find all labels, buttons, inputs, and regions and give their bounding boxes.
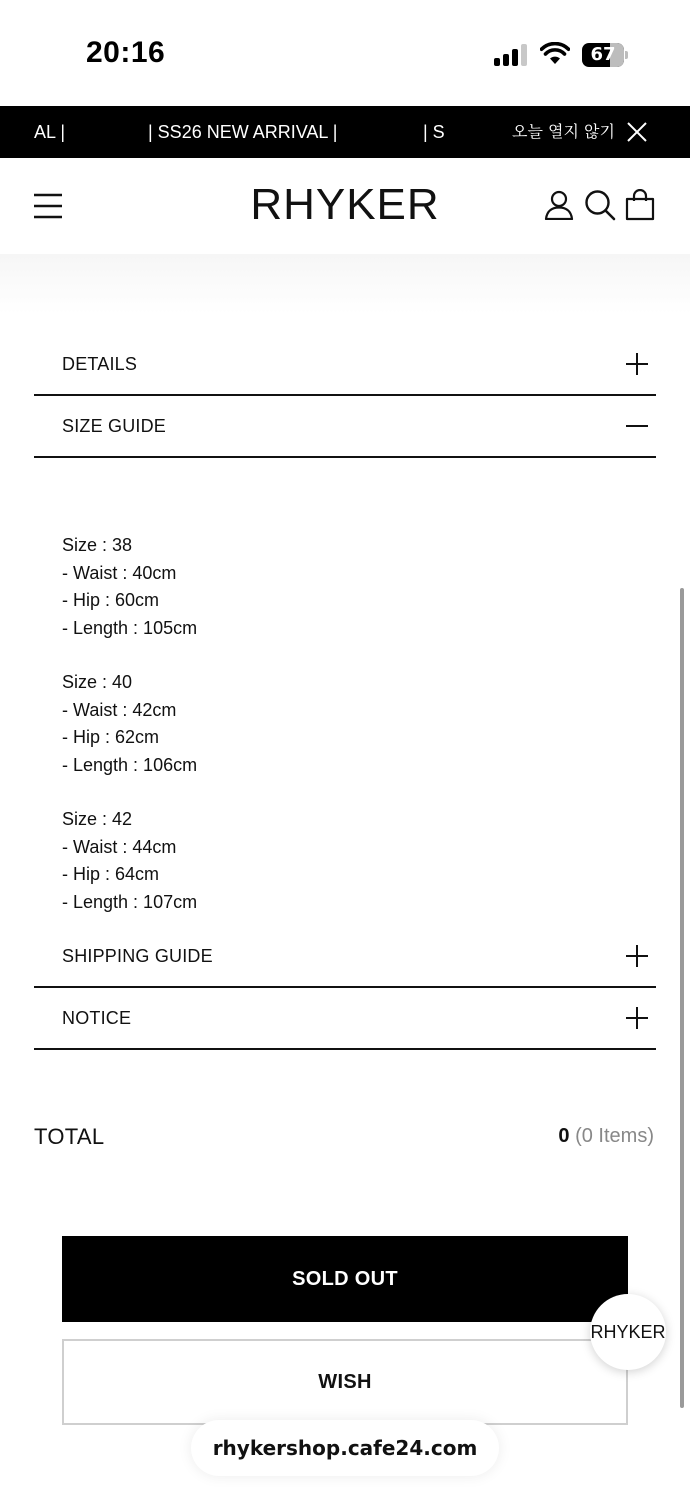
hip-measure: - Hip : 64cm [62, 864, 160, 884]
plus-icon[interactable] [626, 1007, 648, 1029]
accordion-size-guide[interactable] [34, 396, 656, 458]
close-icon[interactable] [626, 121, 648, 143]
plus-icon[interactable] [626, 945, 648, 967]
battery-level: 67 [590, 44, 616, 65]
search-icon[interactable] [584, 189, 616, 221]
waist-measure: - Waist : 42cm [62, 699, 177, 720]
length-measure: - Length : 106cm [62, 754, 198, 775]
hip-measure: - Hip : 60cm [62, 590, 160, 610]
accordion-notice-label: NOTICE [62, 1008, 132, 1028]
user-icon[interactable] [544, 190, 574, 220]
announcement-item: AL | [34, 122, 66, 142]
status-time: 20:16 [86, 36, 166, 69]
total-value [558, 1125, 654, 1148]
size-label: Size : 38 [62, 535, 133, 555]
scrollbar[interactable] [680, 588, 684, 1408]
size-guide-entry [62, 806, 197, 916]
battery-icon [582, 43, 628, 67]
status-bar [0, 0, 690, 106]
announcement-item: | SS26 NEW ARRIVAL | [148, 122, 338, 142]
accordion-shipping-guide[interactable] [34, 926, 656, 988]
hip-measure: - Hip : 62cm [62, 727, 160, 747]
accordion-details[interactable] [34, 334, 656, 396]
announcement-bar [0, 106, 690, 158]
total-label: TOTAL [34, 1124, 105, 1149]
site-header [0, 158, 690, 254]
total-amount: 0 [558, 1125, 570, 1147]
waist-measure: - Waist : 44cm [62, 836, 177, 857]
length-measure: - Length : 107cm [62, 891, 198, 912]
size-guide-entry [62, 669, 197, 779]
wish-button[interactable]: WISH [62, 1339, 628, 1425]
size-label: Size : 42 [62, 809, 133, 829]
total-item-count: (0 Items) [575, 1125, 654, 1147]
shopping-bag-icon[interactable] [625, 189, 655, 221]
plus-icon[interactable] [626, 353, 648, 375]
accordion-notice[interactable] [34, 988, 656, 1050]
cellular-signal-icon [494, 44, 528, 66]
header-shadow-band [0, 254, 690, 314]
accordion-size-guide-label: SIZE GUIDE [62, 416, 167, 436]
floating-brand-button[interactable]: RHYKER [590, 1294, 666, 1370]
wifi-icon [540, 42, 570, 66]
length-measure: - Length : 105cm [62, 617, 198, 638]
browser-url-bar[interactable]: rhykershop.cafe24.com [191, 1420, 499, 1476]
waist-measure: - Waist : 40cm [62, 562, 177, 583]
accordion-shipping-guide-label: SHIPPING GUIDE [62, 946, 213, 966]
minus-icon[interactable] [626, 415, 648, 437]
size-label: Size : 40 [62, 672, 133, 692]
size-guide-entry [62, 532, 197, 642]
announcement-item: | S [423, 122, 445, 142]
sold-out-button[interactable]: SOLD OUT [62, 1236, 628, 1322]
accordion-details-label: DETAILS [62, 354, 138, 374]
brand-logo[interactable]: RHYKER [250, 180, 440, 229]
dismiss-today-link[interactable]: 오늘 열지 않기 [506, 106, 615, 158]
